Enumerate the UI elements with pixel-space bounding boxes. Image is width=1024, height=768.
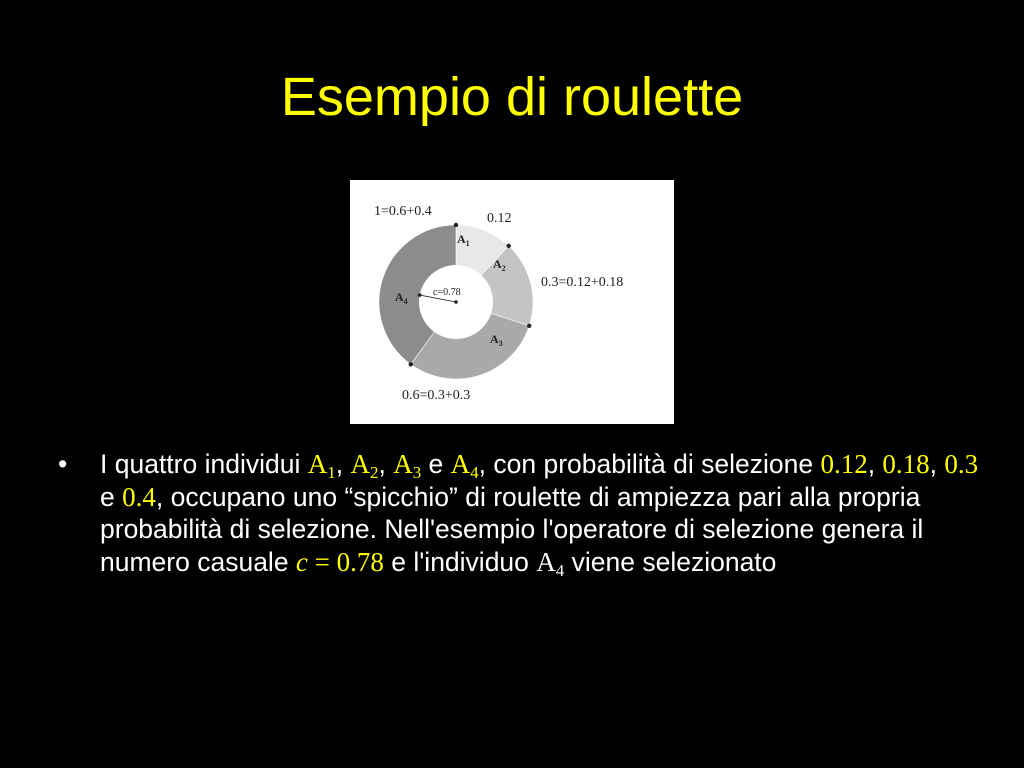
bullet-text: [100, 448, 980, 578]
label-one-boundary: 1=0.6+0.4: [374, 204, 432, 219]
separator: ,: [867, 449, 883, 479]
math-c-var: c: [295, 546, 308, 577]
boundary-dot-1: [507, 244, 511, 248]
math-a2: $A_2$: [350, 449, 379, 482]
math-p4: 0.4: [122, 481, 156, 512]
math-a1: $A_1$: [307, 449, 336, 482]
math-p2: 0.18: [882, 449, 930, 479]
separator: ,: [378, 449, 394, 479]
math-a4-selected: $A_4$: [536, 546, 565, 580]
c-label: c=0.78: [433, 287, 461, 298]
text-run: viene selezionato: [564, 546, 777, 577]
separator: e: [100, 481, 123, 512]
separator: e: [421, 449, 451, 479]
boundary-dot-3: [409, 362, 413, 366]
separator: ,: [335, 449, 351, 479]
text-run: e l'individuo: [383, 546, 537, 577]
boundary-dot-0: [454, 223, 458, 227]
label-p2: 0.3=0.12+0.18: [541, 275, 624, 290]
math-p1: 0.12: [820, 449, 868, 479]
text-run: , occupano uno “spicchio” di roulette di ampiezza pari alla propria probabilità di selezione. Nell'esempio l'operatore di selezione genera il numero casuale: [100, 481, 924, 577]
text-run: , con probabilità di selezione: [478, 449, 821, 479]
boundary-dot-2: [527, 324, 531, 328]
math-a3: $A_3$: [393, 449, 422, 482]
sector-label-a3: $A_3$: [490, 332, 503, 348]
separator: ,: [929, 449, 945, 479]
sector-label-a4: $A_4$: [395, 290, 408, 306]
math-a4: $A_4$: [450, 449, 479, 482]
roulette-figure: [350, 180, 674, 424]
math-c-value: = 0.78: [307, 546, 384, 577]
sector-label-a1: $A_1$: [457, 232, 470, 248]
math-p3: 0.3: [944, 449, 979, 479]
sector-label-a2: $A_2$: [493, 257, 506, 273]
text-run: I quattro individui: [100, 449, 308, 479]
label-p1: 0.12: [487, 211, 512, 226]
slide-title: Esempio di roulette: [280, 67, 744, 127]
bullet-marker: •: [58, 449, 68, 479]
roulette-diagram: [350, 180, 674, 424]
label-p3: 0.6=0.3+0.3: [402, 388, 471, 403]
